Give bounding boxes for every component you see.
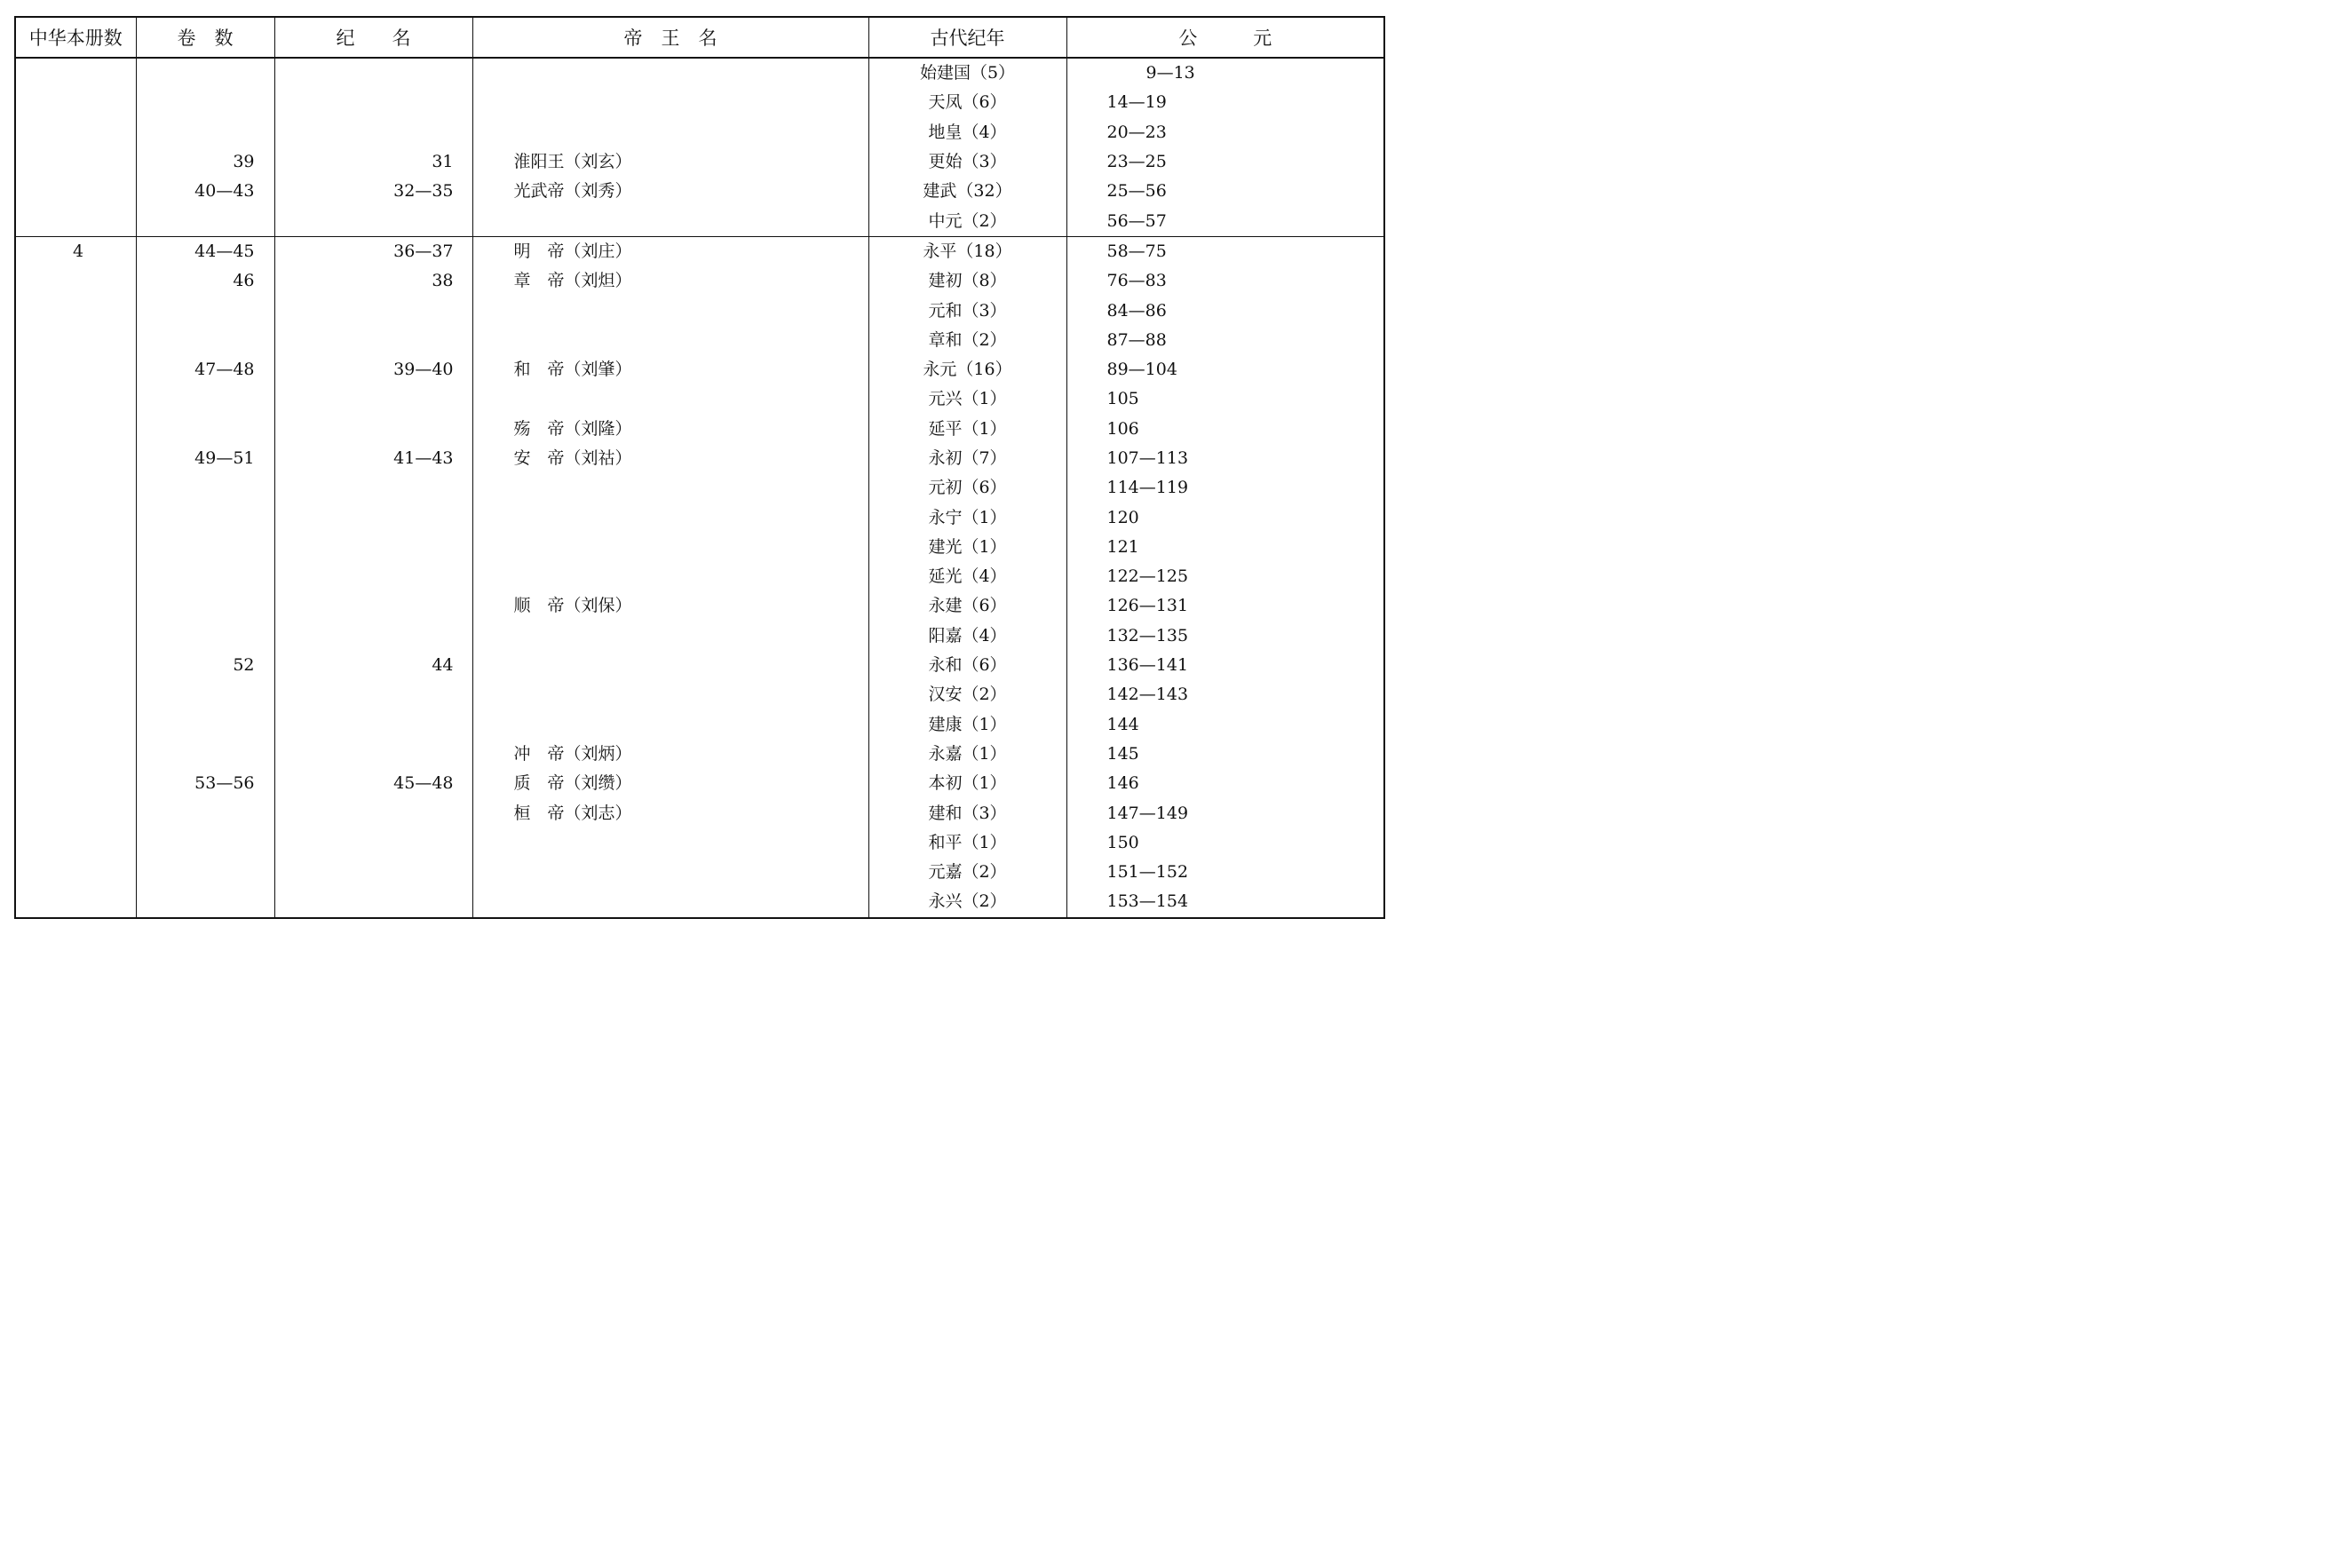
table-row <box>15 266 1384 296</box>
cell-annals-name <box>274 533 472 562</box>
cell-juan <box>136 533 274 562</box>
cell-juan <box>136 415 274 444</box>
cell-emperor-name: 和 帝（刘肇） <box>472 355 868 384</box>
cell-era-name: 天凤（6） <box>868 88 1066 117</box>
table-row <box>15 88 1384 117</box>
cell-era-name: 中元（2） <box>868 206 1066 236</box>
cell-emperor-name: 殇 帝（刘隆） <box>472 415 868 444</box>
table-row <box>15 680 1384 709</box>
cell-annals-name <box>274 622 472 651</box>
cell-ad-year: 56—57 <box>1066 206 1384 236</box>
cell-emperor-name <box>472 296 868 325</box>
cell-volume <box>15 740 136 769</box>
cell-emperor-name <box>472 562 868 591</box>
cell-annals-name <box>274 562 472 591</box>
cell-juan: 52 <box>136 651 274 680</box>
cell-annals-name <box>274 118 472 147</box>
header-emperor-name: 帝 王 名 <box>472 17 868 58</box>
cell-juan <box>136 562 274 591</box>
cell-juan <box>136 591 274 621</box>
cell-emperor-name <box>472 326 868 355</box>
cell-juan: 46 <box>136 266 274 296</box>
cell-emperor-name <box>472 88 868 117</box>
cell-annals-name <box>274 828 472 858</box>
cell-emperor-name: 安 帝（刘祜） <box>472 444 868 473</box>
cell-volume <box>15 384 136 414</box>
cell-volume <box>15 769 136 798</box>
cell-juan <box>136 740 274 769</box>
cell-juan <box>136 296 274 325</box>
header-annals-name: 纪 名 <box>274 17 472 58</box>
cell-era-name: 汉安（2） <box>868 680 1066 709</box>
cell-annals-name <box>274 798 472 828</box>
table-row <box>15 206 1384 236</box>
cell-era-name: 元初（6） <box>868 473 1066 503</box>
cell-juan <box>136 58 274 88</box>
cell-annals-name <box>274 710 472 740</box>
cell-volume <box>15 710 136 740</box>
cell-emperor-name: 桓 帝（刘志） <box>472 798 868 828</box>
table-row <box>15 828 1384 858</box>
cell-juan <box>136 118 274 147</box>
cell-emperor-name <box>472 503 868 532</box>
cell-era-name: 章和（2） <box>868 326 1066 355</box>
cell-juan <box>136 858 274 887</box>
table-row <box>15 296 1384 325</box>
cell-ad-year: 126—131 <box>1066 591 1384 621</box>
cell-era-name: 元兴（1） <box>868 384 1066 414</box>
cell-annals-name <box>274 384 472 414</box>
cell-era-name: 永初（7） <box>868 444 1066 473</box>
cell-ad-year: 58—75 <box>1066 236 1384 266</box>
cell-era-name: 建武（32） <box>868 177 1066 206</box>
cell-volume: 4 <box>15 236 136 266</box>
cell-ad-year: 121 <box>1066 533 1384 562</box>
cell-era-name: 地皇（4） <box>868 118 1066 147</box>
cell-volume <box>15 562 136 591</box>
cell-volume <box>15 326 136 355</box>
table-row <box>15 858 1384 887</box>
cell-ad-year: 122—125 <box>1066 562 1384 591</box>
cell-volume <box>15 622 136 651</box>
cell-era-name: 延平（1） <box>868 415 1066 444</box>
table-row <box>15 384 1384 414</box>
cell-volume <box>15 444 136 473</box>
cell-annals-name: 45—48 <box>274 769 472 798</box>
cell-emperor-name: 冲 帝（刘炳） <box>472 740 868 769</box>
cell-ad-year: 105 <box>1066 384 1384 414</box>
cell-era-name: 和平（1） <box>868 828 1066 858</box>
cell-juan: 47—48 <box>136 355 274 384</box>
cell-emperor-name <box>472 473 868 503</box>
cell-annals-name: 36—37 <box>274 236 472 266</box>
cell-volume <box>15 206 136 236</box>
cell-ad-year: 153—154 <box>1066 887 1384 917</box>
cell-annals-name <box>274 88 472 117</box>
cell-volume <box>15 415 136 444</box>
cell-annals-name <box>274 473 472 503</box>
cell-juan: 40—43 <box>136 177 274 206</box>
cell-era-name: 永宁（1） <box>868 503 1066 532</box>
cell-era-name: 建康（1） <box>868 710 1066 740</box>
cell-era-name: 永嘉（1） <box>868 740 1066 769</box>
cell-volume <box>15 798 136 828</box>
table-row <box>15 622 1384 651</box>
table-row <box>15 444 1384 473</box>
cell-juan: 49—51 <box>136 444 274 473</box>
cell-annals-name <box>274 296 472 325</box>
cell-volume <box>15 118 136 147</box>
cell-emperor-name <box>472 680 868 709</box>
cell-era-name: 建初（8） <box>868 266 1066 296</box>
cell-juan <box>136 326 274 355</box>
cell-emperor-name <box>472 533 868 562</box>
cell-volume <box>15 473 136 503</box>
cell-ad-year: 84—86 <box>1066 296 1384 325</box>
cell-emperor-name <box>472 710 868 740</box>
cell-ad-year: 106 <box>1066 415 1384 444</box>
table-row <box>15 503 1384 532</box>
cell-era-name: 始建国（5） <box>868 58 1066 88</box>
table-row <box>15 798 1384 828</box>
cell-ad-year: 114—119 <box>1066 473 1384 503</box>
cell-annals-name: 32—35 <box>274 177 472 206</box>
cell-volume <box>15 503 136 532</box>
cell-ad-year: 136—141 <box>1066 651 1384 680</box>
cell-volume <box>15 887 136 917</box>
cell-juan: 53—56 <box>136 769 274 798</box>
header-volume: 中华本册数 <box>15 17 136 58</box>
cell-emperor-name <box>472 858 868 887</box>
cell-era-name: 更始（3） <box>868 147 1066 177</box>
cell-ad-year: 107—113 <box>1066 444 1384 473</box>
cell-emperor-name: 质 帝（刘缵） <box>472 769 868 798</box>
cell-ad-year: 9—13 <box>1066 58 1384 88</box>
cell-emperor-name <box>472 828 868 858</box>
table-row <box>15 562 1384 591</box>
emperor-era-table-page <box>14 16 1385 919</box>
table-body <box>15 58 1384 918</box>
cell-volume <box>15 651 136 680</box>
cell-juan <box>136 88 274 117</box>
cell-era-name: 本初（1） <box>868 769 1066 798</box>
cell-juan: 39 <box>136 147 274 177</box>
cell-emperor-name <box>472 384 868 414</box>
cell-ad-year: 144 <box>1066 710 1384 740</box>
header-ad-year: 公 元 <box>1066 17 1384 58</box>
cell-annals-name <box>274 858 472 887</box>
table-row <box>15 236 1384 266</box>
cell-annals-name: 38 <box>274 266 472 296</box>
cell-era-name: 永建（6） <box>868 591 1066 621</box>
cell-ad-year: 151—152 <box>1066 858 1384 887</box>
cell-emperor-name: 淮阳王（刘玄） <box>472 147 868 177</box>
cell-ad-year: 87—88 <box>1066 326 1384 355</box>
cell-volume <box>15 355 136 384</box>
cell-emperor-name <box>472 58 868 88</box>
cell-ad-year: 89—104 <box>1066 355 1384 384</box>
table-row <box>15 740 1384 769</box>
cell-annals-name: 41—43 <box>274 444 472 473</box>
cell-juan <box>136 887 274 917</box>
header-era-name: 古代纪年 <box>868 17 1066 58</box>
cell-volume <box>15 177 136 206</box>
cell-emperor-name: 明 帝（刘庄） <box>472 236 868 266</box>
cell-annals-name: 39—40 <box>274 355 472 384</box>
cell-volume <box>15 858 136 887</box>
cell-juan <box>136 503 274 532</box>
cell-juan <box>136 798 274 828</box>
cell-era-name: 阳嘉（4） <box>868 622 1066 651</box>
cell-annals-name <box>274 503 472 532</box>
cell-volume <box>15 266 136 296</box>
cell-era-name: 建光（1） <box>868 533 1066 562</box>
cell-ad-year: 25—56 <box>1066 177 1384 206</box>
cell-annals-name <box>274 591 472 621</box>
cell-annals-name <box>274 680 472 709</box>
table-row <box>15 355 1384 384</box>
table-header-row <box>15 17 1384 58</box>
cell-emperor-name <box>472 622 868 651</box>
cell-ad-year: 20—23 <box>1066 118 1384 147</box>
cell-era-name: 永平（18） <box>868 236 1066 266</box>
cell-ad-year: 146 <box>1066 769 1384 798</box>
cell-era-name: 元和（3） <box>868 296 1066 325</box>
cell-annals-name <box>274 58 472 88</box>
table-row <box>15 118 1384 147</box>
cell-era-name: 永元（16） <box>868 355 1066 384</box>
cell-juan <box>136 680 274 709</box>
cell-emperor-name: 章 帝（刘炟） <box>472 266 868 296</box>
cell-emperor-name <box>472 651 868 680</box>
cell-ad-year: 76—83 <box>1066 266 1384 296</box>
cell-ad-year: 142—143 <box>1066 680 1384 709</box>
cell-juan <box>136 828 274 858</box>
cell-juan <box>136 206 274 236</box>
cell-juan <box>136 473 274 503</box>
cell-annals-name <box>274 740 472 769</box>
table-row <box>15 887 1384 917</box>
cell-emperor-name <box>472 206 868 236</box>
cell-annals-name <box>274 326 472 355</box>
cell-ad-year: 145 <box>1066 740 1384 769</box>
cell-juan <box>136 710 274 740</box>
table-row <box>15 58 1384 88</box>
table-row <box>15 591 1384 621</box>
cell-emperor-name: 光武帝（刘秀） <box>472 177 868 206</box>
cell-volume <box>15 591 136 621</box>
cell-ad-year: 132—135 <box>1066 622 1384 651</box>
cell-annals-name: 44 <box>274 651 472 680</box>
cell-emperor-name <box>472 887 868 917</box>
cell-ad-year: 23—25 <box>1066 147 1384 177</box>
cell-ad-year: 14—19 <box>1066 88 1384 117</box>
cell-volume <box>15 828 136 858</box>
cell-volume <box>15 533 136 562</box>
cell-annals-name <box>274 206 472 236</box>
cell-era-name: 元嘉（2） <box>868 858 1066 887</box>
cell-volume <box>15 58 136 88</box>
table-row <box>15 326 1384 355</box>
cell-annals-name: 31 <box>274 147 472 177</box>
emperor-era-table <box>14 16 1385 919</box>
cell-ad-year: 120 <box>1066 503 1384 532</box>
cell-era-name: 建和（3） <box>868 798 1066 828</box>
cell-emperor-name: 顺 帝（刘保） <box>472 591 868 621</box>
table-row <box>15 473 1384 503</box>
table-row <box>15 651 1384 680</box>
header-juan: 卷 数 <box>136 17 274 58</box>
table-row <box>15 177 1384 206</box>
cell-volume <box>15 88 136 117</box>
cell-volume <box>15 680 136 709</box>
table-row <box>15 415 1384 444</box>
cell-era-name: 永兴（2） <box>868 887 1066 917</box>
cell-volume <box>15 296 136 325</box>
cell-ad-year: 150 <box>1066 828 1384 858</box>
cell-era-name: 永和（6） <box>868 651 1066 680</box>
cell-juan <box>136 622 274 651</box>
cell-ad-year: 147—149 <box>1066 798 1384 828</box>
cell-juan <box>136 384 274 414</box>
cell-emperor-name <box>472 118 868 147</box>
cell-annals-name <box>274 887 472 917</box>
table-row <box>15 710 1384 740</box>
cell-era-name: 延光（4） <box>868 562 1066 591</box>
table-row <box>15 147 1384 177</box>
table-row <box>15 533 1384 562</box>
cell-annals-name <box>274 415 472 444</box>
table-row <box>15 769 1384 798</box>
cell-juan: 44—45 <box>136 236 274 266</box>
cell-volume <box>15 147 136 177</box>
